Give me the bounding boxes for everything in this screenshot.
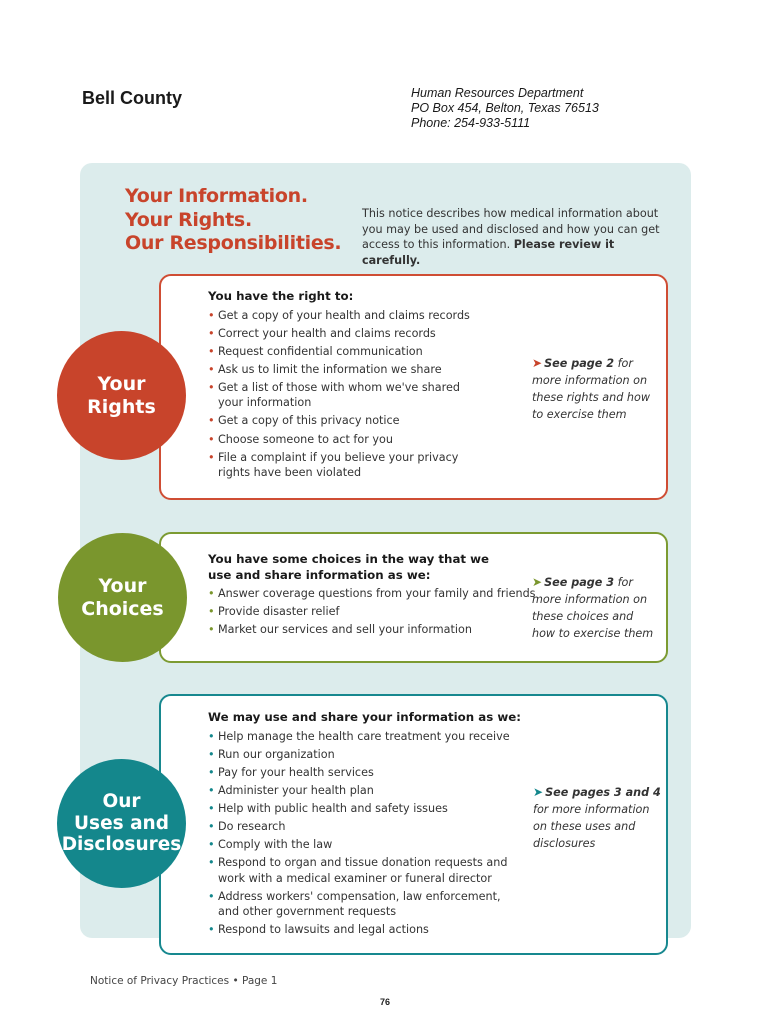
list-item: • Get a list of those with whom we've shared your information <box>208 380 460 410</box>
bullet-icon: • <box>208 326 215 340</box>
choices-list <box>208 586 536 638</box>
arrow-right-icon: ➤ <box>532 356 543 370</box>
uses-title: We may use and share your information as we: <box>208 710 521 724</box>
address-line: PO Box 454, Belton, Texas 76513 <box>411 101 599 115</box>
list-item: • Ask us to limit the information we share <box>208 362 442 376</box>
list-item: • Respond to lawsuits and legal actions <box>208 923 429 937</box>
bullet-icon: • <box>208 380 215 394</box>
list-item: • Correct your health and claims records <box>208 326 436 340</box>
uses-circle-label: Disclosures <box>61 834 182 856</box>
bullet-icon: • <box>208 856 215 870</box>
page-footer: Notice of Privacy Practices • Page 1 <box>90 975 278 987</box>
bullet-icon: • <box>208 450 215 464</box>
bullet-icon: • <box>208 414 215 428</box>
rights-see-page: ➤ See page 2 for more information on these rights and how to exercise them <box>532 356 650 421</box>
page-number: 76 <box>379 997 390 1007</box>
headline-line: Your Information. <box>125 185 308 207</box>
bullet-icon: • <box>208 623 215 637</box>
choices-content <box>208 552 536 640</box>
bullet-icon: • <box>208 729 215 743</box>
uses-content <box>208 710 521 940</box>
intro-text: This notice describes how medical information about you may be used and disclosed and how you can get access to this information. <box>362 207 660 251</box>
bullet-icon: • <box>208 747 215 761</box>
rights-circle <box>57 331 186 460</box>
list-item: • Comply with the law <box>208 838 333 852</box>
uses-list <box>208 729 521 938</box>
uses-circle-label: Uses and <box>74 812 169 834</box>
uses-circle <box>57 759 186 888</box>
notice-headline <box>125 185 341 256</box>
list-item: • Respond to organ and tissue donation requests and work with a medical examiner or funeral director <box>208 856 508 885</box>
bullet-icon: • <box>208 838 215 852</box>
list-item: • File a complaint if you believe your privacy rights have been violated <box>208 450 459 480</box>
list-item: • Help manage the health care treatment you receive <box>208 729 510 743</box>
bullet-icon: • <box>208 819 215 833</box>
department-address <box>411 86 599 131</box>
bullet-icon: • <box>208 889 215 903</box>
address-line: Phone: 254-933-5111 <box>411 116 531 130</box>
list-item: • Provide disaster relief <box>208 605 340 619</box>
intro-bold-text: Please review it carefully. <box>362 238 615 267</box>
headline-line: Our Responsibilities. <box>125 232 342 254</box>
rights-title: You have the right to: <box>208 289 354 303</box>
list-item: • Get a copy of this privacy notice <box>208 414 400 428</box>
uses-circle-label: Our <box>102 791 141 813</box>
choices-see-page: ➤ See page 3 for more information on these choices and how to exercise them <box>532 575 654 640</box>
choices-circle-label: Your <box>98 574 147 597</box>
list-item: • Run our organization <box>208 747 335 761</box>
bullet-icon: • <box>208 432 215 446</box>
bullet-icon: • <box>208 587 215 600</box>
intro-paragraph <box>362 206 662 268</box>
choices-circle-label: Choices <box>81 597 164 620</box>
bullet-icon: • <box>208 765 215 779</box>
list-item: • Market our services and sell your information <box>208 623 472 637</box>
bullet-icon: • <box>208 783 215 797</box>
list-item: • Get a copy of your health and claims records <box>208 308 470 322</box>
list-item: • Request confidential communication <box>208 344 423 358</box>
see-page-link: See page 3 <box>544 576 615 589</box>
arrow-right-icon: ➤ <box>533 785 544 799</box>
rights-content <box>208 289 470 483</box>
list-item: • Administer your health plan <box>208 783 374 797</box>
list-item: • Pay for your health services <box>208 765 374 779</box>
see-page-link: See page 2 <box>544 357 615 370</box>
bullet-icon: • <box>208 801 215 815</box>
bullet-icon: • <box>208 923 215 937</box>
see-page-link: See pages 3 and 4 <box>545 786 661 799</box>
bullet-icon: • <box>208 308 215 322</box>
choices-circle <box>58 533 187 662</box>
list-item: • Answer coverage questions from your family and friends <box>208 587 536 600</box>
list-item: • Help with public health and safety issues <box>208 801 448 815</box>
list-item: • Choose someone to act for you <box>208 432 393 446</box>
rights-circle-label: Rights <box>87 395 156 418</box>
choices-title: You have some choices in the way that we use and share information as we: <box>208 552 490 582</box>
rights-list <box>208 308 470 481</box>
arrow-right-icon: ➤ <box>532 575 543 589</box>
headline-line: Your Rights. <box>125 208 252 231</box>
bullet-icon: • <box>208 362 215 376</box>
bullet-icon: • <box>208 605 215 619</box>
list-item: • Do research <box>208 819 286 833</box>
bullet-icon: • <box>208 344 215 358</box>
address-line: Human Resources Department <box>411 86 584 100</box>
county-name: Bell County <box>82 88 183 108</box>
list-item: • Address workers' compensation, law enforcement, and other government requests <box>208 889 501 919</box>
rights-circle-label: Your <box>97 372 146 395</box>
uses-see-page: ➤ See pages 3 and 4 for more information on these uses and disclosures <box>533 785 661 850</box>
